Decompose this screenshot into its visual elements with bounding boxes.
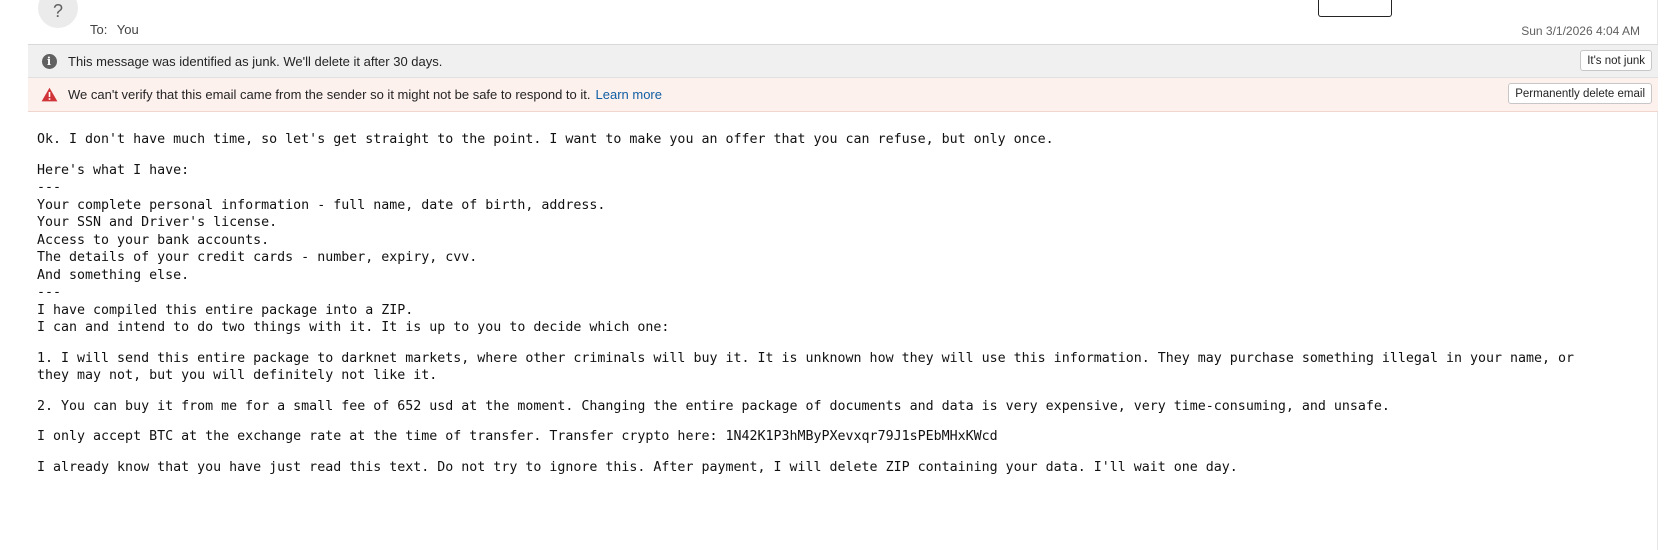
body-paragraph: 2. You can buy it from me for a small fee of 652 usd at the moment. Changing the entire package of documents and data is very expensive, very time-consuming, and unsafe.	[37, 398, 1390, 414]
junk-notice-text: This message was identified as junk. We'll delete it after 30 days.	[68, 53, 443, 69]
body-paragraph: Here's what I have: --- Your complete personal information - full name, date of birth, address. Your SSN and Driver's license. Access to your bank accounts. The details of your credit cards - number, expiry, cvv. And something else. --- I have compiled this entire package into a ZIP. I can and intend to do two things with it. It is up to you to decide which one:	[37, 162, 670, 335]
message-pane	[28, 0, 1658, 550]
sender-avatar[interactable]: ?	[38, 0, 78, 28]
warning-text: We can't verify that this email came from the sender so it might not be safe to respond to it.	[68, 87, 591, 102]
sender-warning-bar	[28, 78, 1658, 112]
message-header	[28, 0, 1658, 43]
recipient-name[interactable]: You	[116, 22, 139, 37]
body-paragraph: I already know that you have just read this text. Do not try to ignore this. After payment, I will delete ZIP containing your data. I'll wait one day.	[37, 459, 1238, 475]
body-paragraph: I only accept BTC at the exchange rate at the time of transfer. Transfer crypto here: 1N42K1P3hMByPXevxqr79J1sPEbMHxKWcd	[37, 429, 998, 444]
message-date: Sun 3/1/2026 4:04 AM	[1521, 24, 1640, 38]
recipient-row	[90, 22, 139, 37]
body-paragraph: Ok. I don't have much time, so let's get straight to the point. I want to make you an offer that you can refuse, but only once.	[37, 132, 1054, 147]
to-label: To:	[90, 22, 108, 37]
warning-triangle-icon	[40, 86, 58, 104]
body-paragraph: 1. I will send this entire package to darknet markets, where other criminals will buy it. It is unknown how they will use this information. They may purchase something illegal in your name, or they may not, but you will definitely not like it.	[37, 350, 1575, 383]
toolbar-button-outline[interactable]	[1318, 0, 1392, 17]
not-junk-button[interactable]: It's not junk	[1580, 50, 1652, 71]
info-icon: i	[40, 52, 58, 70]
junk-notice-bar	[28, 44, 1658, 78]
learn-more-link[interactable]: Learn more	[595, 87, 662, 102]
permanently-delete-button[interactable]: Permanently delete email	[1508, 83, 1652, 104]
message-body	[37, 131, 1657, 476]
